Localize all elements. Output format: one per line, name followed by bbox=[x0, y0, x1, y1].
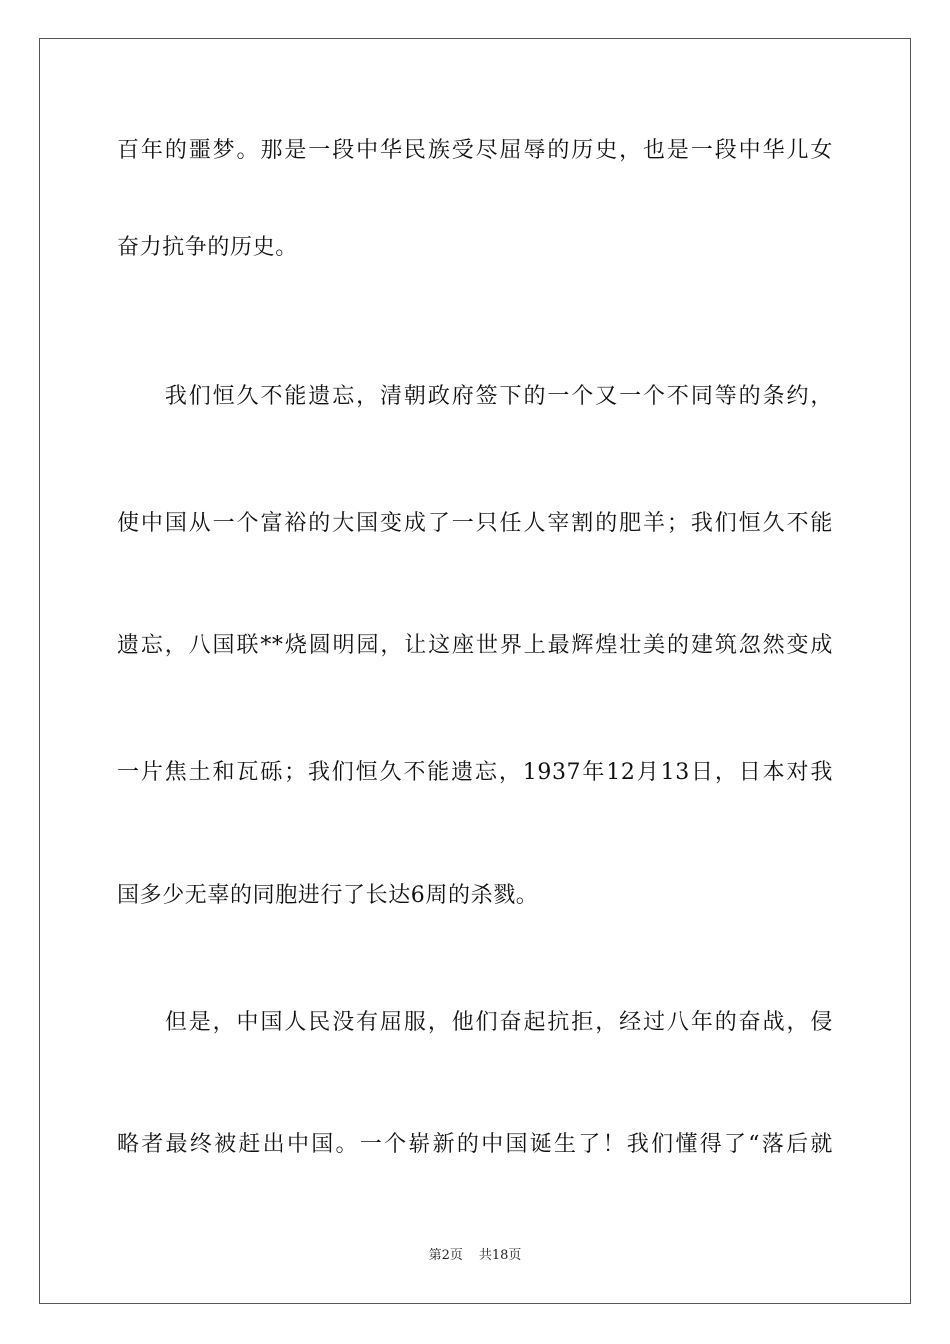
text-line-4: 使中国从一个富裕的大国变成了一只任人宰割的肥羊；我们恒久不能 bbox=[117, 511, 833, 536]
text-line-5: 遗忘，八国联**烧圆明园，让这座世界上最辉煌壮美的建筑忽然变成 bbox=[117, 633, 833, 658]
page-total: 共18页 bbox=[478, 1248, 522, 1263]
page-number: 第2页 bbox=[428, 1248, 463, 1263]
page-border bbox=[39, 38, 911, 1304]
text-line-7: 国多少无辜的同胞进行了长达6周的杀戮。 bbox=[117, 883, 539, 908]
text-line-8: 但是，中国人民没有屈服，他们奋起抗拒，经过八年的奋战，侵 bbox=[117, 1010, 833, 1035]
text-line-3: 我们恒久不能遗忘，清朝政府签下的一个又一个不同等的条约， bbox=[117, 384, 833, 409]
text-line-9: 略者最终被赶出中国。一个崭新的中国诞生了！我们懂得了“落后就 bbox=[117, 1132, 833, 1157]
text-line-1: 百年的噩梦。那是一段中华民族受尽屈辱的历史，也是一段中华儿女 bbox=[117, 138, 833, 163]
text-line-6: 一片焦土和瓦砾；我们恒久不能遗忘，1937年12月13日，日本对我 bbox=[117, 760, 833, 785]
page-footer bbox=[0, 1247, 950, 1265]
text-line-2: 奋力抗争的历史。 bbox=[117, 235, 298, 260]
